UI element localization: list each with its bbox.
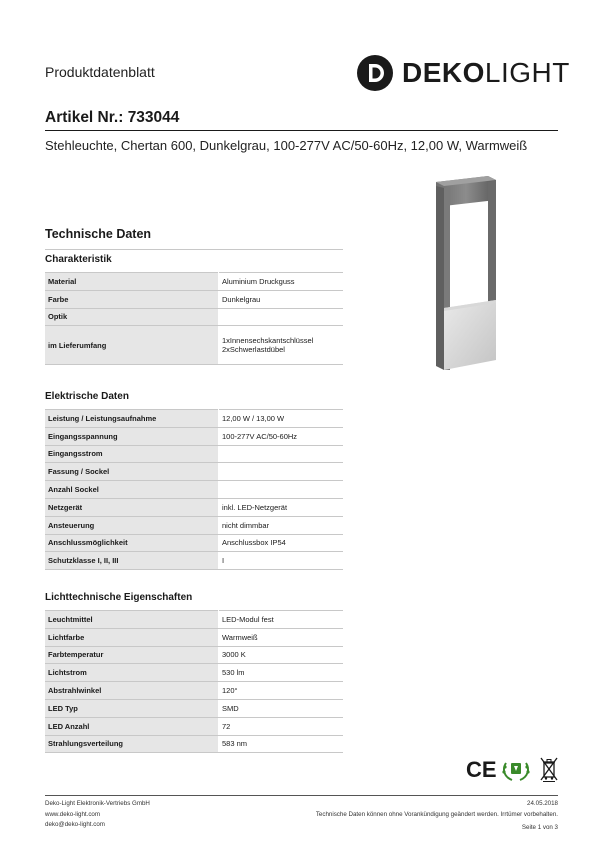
spec-key: Material	[45, 273, 219, 291]
spec-value: Warmweiß	[219, 628, 344, 646]
spec-key: Farbe	[45, 290, 219, 308]
spec-key: Anzahl Sockel	[45, 481, 219, 499]
spec-value: SMD	[219, 699, 344, 717]
brand-logo	[356, 54, 570, 94]
spec-key: Fassung / Sockel	[45, 463, 219, 481]
table-row	[45, 628, 343, 646]
spec-value	[219, 326, 344, 365]
spec-key: Schutzklasse I, II, III	[45, 552, 219, 570]
ce-mark-icon	[466, 757, 497, 782]
table-row	[45, 682, 343, 700]
spec-key: Strahlungsverteilung	[45, 735, 219, 753]
table-row	[45, 735, 343, 753]
technical-data-heading: Technische Daten	[45, 227, 152, 241]
table-row	[45, 463, 343, 481]
spec-key: Abstrahlwinkel	[45, 682, 219, 700]
footer-email-link[interactable]: deko@deko-light.com	[45, 821, 105, 828]
deko-light-logo-icon	[356, 54, 394, 92]
ce-mark-text: CE	[466, 757, 497, 782]
brand-light-text: LIGHT	[484, 57, 570, 88]
footer-website-link[interactable]: www.deko-light.com	[45, 810, 101, 818]
spec-key: Leuchtmittel	[45, 611, 219, 629]
spec-value: 530 lm	[219, 664, 344, 682]
spec-key: Farbtemperatur	[45, 646, 219, 664]
spec-key: Netzgerät	[45, 498, 219, 516]
spec-value: 100-277V AC/50-60Hz	[219, 427, 344, 445]
brand-wordmark	[402, 58, 570, 88]
table-row	[45, 481, 343, 499]
spec-key: Eingangsstrom	[45, 445, 219, 463]
spec-value: LED-Modul fest	[219, 611, 344, 629]
spec-key: im Lieferumfang	[45, 326, 219, 365]
table-row	[45, 699, 343, 717]
spec-value: 583 nm	[219, 735, 344, 753]
product-image	[418, 170, 518, 380]
table-row	[45, 498, 343, 516]
spec-key: Lichtfarbe	[45, 628, 219, 646]
spec-key: LED Typ	[45, 699, 219, 717]
table-row	[45, 290, 343, 308]
spec-value	[219, 481, 344, 499]
scope-item: 2xSchwerlastdübel	[222, 345, 285, 355]
table-row	[45, 646, 343, 664]
footer-meta	[316, 799, 558, 820]
certification-marks	[466, 756, 558, 782]
spec-key: Leistung / Leistungsaufnahme	[45, 410, 219, 428]
spec-key: Anschlussmöglichkeit	[45, 534, 219, 552]
spec-value	[219, 463, 344, 481]
brand-bold-text: DEKO	[402, 57, 485, 88]
footer-company: Deko-Light Elektronik-Vertriebs GmbH	[45, 800, 150, 807]
electrical-table	[45, 409, 343, 570]
spec-value: Anschlussbox IP54	[219, 534, 344, 552]
article-description: Stehleuchte, Chertan 600, Dunkelgrau, 100-277V AC/50-60Hz, 12,00 W, Warmweiß	[45, 138, 528, 153]
recycling-wreath-icon	[502, 763, 529, 780]
spec-key: LED Anzahl	[45, 717, 219, 735]
footer-page-number: Seite 1 von 3	[521, 824, 558, 831]
characteristics-table	[45, 272, 343, 365]
spec-value: Aluminium Druckguss	[219, 273, 344, 291]
spec-key: Ansteuerung	[45, 516, 219, 534]
table-row	[45, 516, 343, 534]
spec-value: 12,00 W / 13,00 W	[219, 410, 344, 428]
scope-item: 1xInnensechskantschlüssel	[222, 336, 314, 346]
table-row	[45, 445, 343, 463]
document-type-label: Produktdatenblatt	[45, 64, 155, 80]
footer-disclaimer: Technische Daten können ohne Vorankündigung geändert werden. Irrtümer vorbehalten.	[315, 810, 558, 818]
table-row	[45, 427, 343, 445]
spec-key: Eingangsspannung	[45, 427, 219, 445]
spec-value: nicht dimmbar	[219, 516, 344, 534]
table-row	[45, 534, 343, 552]
spec-value: 72	[219, 717, 344, 735]
lighting-data-heading: Lichttechnische Eigenschaften	[45, 592, 193, 603]
spec-value: 3000 K	[219, 646, 344, 664]
spec-value: inkl. LED-Netzgerät	[219, 498, 344, 516]
article-number: Artikel Nr.: 733044	[45, 109, 180, 126]
footer-divider	[45, 795, 558, 796]
spec-value: 120°	[219, 682, 344, 700]
spec-value: I	[219, 552, 344, 570]
spec-value	[219, 308, 344, 326]
table-row	[45, 273, 343, 291]
spec-value: Dunkelgrau	[219, 290, 344, 308]
table-row	[45, 611, 343, 629]
table-row	[45, 664, 343, 682]
article-divider	[45, 130, 558, 131]
footer-contact	[45, 799, 150, 831]
table-row	[45, 410, 343, 428]
lighting-table	[45, 610, 343, 753]
technical-data-divider	[45, 249, 343, 250]
table-row	[45, 717, 343, 735]
characteristics-heading: Charakteristik	[45, 254, 112, 265]
crossed-bin-icon	[541, 758, 557, 782]
table-row	[45, 308, 343, 326]
spec-key: Optik	[45, 308, 219, 326]
table-row	[45, 326, 343, 365]
spec-value	[219, 445, 344, 463]
footer-date: 24.05.2018	[527, 800, 558, 807]
spec-key: Lichtstrom	[45, 664, 219, 682]
table-row	[45, 552, 343, 570]
electrical-data-heading: Elektrische Daten	[45, 391, 129, 402]
